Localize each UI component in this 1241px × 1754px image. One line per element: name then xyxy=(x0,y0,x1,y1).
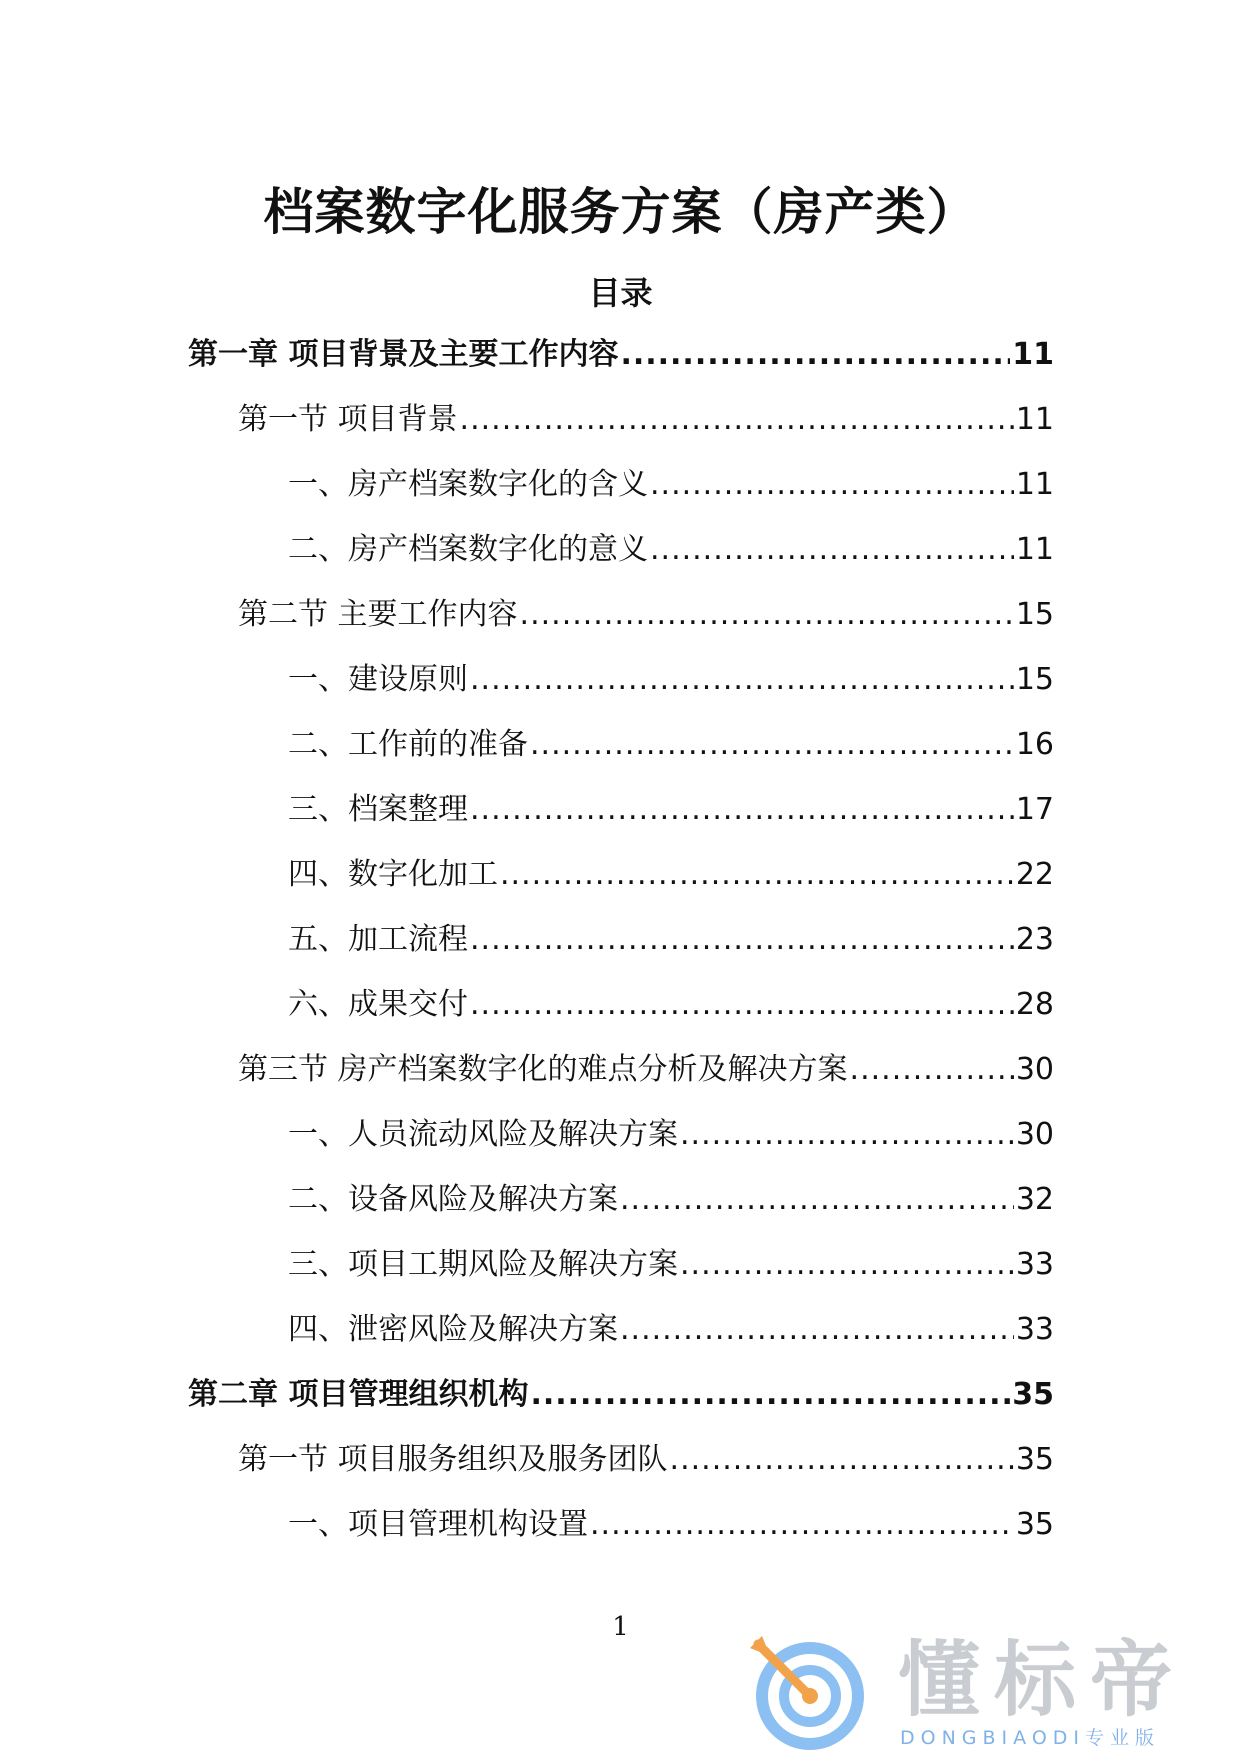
toc-entry-page: 35 xyxy=(1012,1377,1054,1412)
toc-dot-leader xyxy=(620,1167,1014,1232)
toc-entry-page: 23 xyxy=(1015,922,1054,957)
toc-entry-page: 22 xyxy=(1015,857,1054,892)
toc-entry[interactable] xyxy=(188,907,1054,972)
toc-entry-label: 二、工作前的准备 xyxy=(288,727,528,762)
toc-entry-page: 33 xyxy=(1015,1312,1054,1347)
toc-entry[interactable] xyxy=(188,647,1054,712)
toc-entry[interactable] xyxy=(188,777,1054,842)
toc-entry-label: 四、泄密风险及解决方案 xyxy=(288,1312,618,1347)
watermark xyxy=(748,1634,1218,1752)
toc-entry[interactable] xyxy=(188,1362,1054,1427)
toc-entry-label: 三、项目工期风险及解决方案 xyxy=(288,1247,678,1282)
toc-entry[interactable] xyxy=(188,1427,1054,1492)
toc-entry-page: 32 xyxy=(1015,1182,1054,1217)
toc-entry[interactable] xyxy=(188,1102,1054,1167)
toc-entry-label: 一、建设原则 xyxy=(288,662,468,697)
toc-entry[interactable] xyxy=(188,1037,1054,1102)
toc-entry-label: 二、设备风险及解决方案 xyxy=(288,1182,618,1217)
toc-dot-leader xyxy=(500,842,1014,907)
toc-entry-page: 33 xyxy=(1015,1247,1054,1282)
toc-entry[interactable] xyxy=(188,1492,1054,1557)
toc-entry[interactable] xyxy=(188,1232,1054,1297)
toc-entry-page: 15 xyxy=(1015,662,1054,697)
toc-entry-page: 35 xyxy=(1015,1442,1054,1477)
page-number: 1 xyxy=(612,1612,629,1642)
toc-entry[interactable] xyxy=(188,1167,1054,1232)
toc-entry-label: 三、档案整理 xyxy=(288,792,468,827)
toc-entry[interactable] xyxy=(188,712,1054,777)
toc-entry-page: 11 xyxy=(1015,532,1054,567)
document-title: 档案数字化服务方案（房产类） xyxy=(263,183,978,241)
toc-dot-leader xyxy=(650,452,1014,517)
toc-entry-page: 30 xyxy=(1015,1052,1054,1087)
toc-entry[interactable] xyxy=(188,322,1054,387)
toc-dot-leader xyxy=(470,777,1014,842)
toc-entry-page: 15 xyxy=(1015,597,1054,632)
toc-dot-leader xyxy=(470,647,1014,712)
toc-entry-label: 五、加工流程 xyxy=(288,922,468,957)
toc-entry-page: 16 xyxy=(1015,727,1054,762)
toc-entry-label: 一、人员流动风险及解决方案 xyxy=(288,1117,678,1152)
toc-entry-label: 二、房产档案数字化的意义 xyxy=(288,532,648,567)
toc-dot-leader xyxy=(530,712,1014,777)
toc-dot-leader xyxy=(650,517,1014,582)
toc-entry[interactable] xyxy=(188,517,1054,582)
toc-dot-leader xyxy=(520,582,1014,647)
toc-dot-leader xyxy=(680,1232,1014,1297)
toc-entry-label: 第二节 主要工作内容 xyxy=(238,597,518,632)
toc-entry-page: 11 xyxy=(1015,402,1054,437)
toc-entry-label: 第一节 项目服务组织及服务团队 xyxy=(238,1442,668,1477)
toc-entry-page: 11 xyxy=(1012,337,1054,372)
toc-entry-page: 35 xyxy=(1015,1507,1054,1542)
toc-entry[interactable] xyxy=(188,842,1054,907)
toc-entry[interactable] xyxy=(188,972,1054,1037)
toc-entry[interactable] xyxy=(188,452,1054,517)
toc-dot-leader xyxy=(620,322,1010,387)
toc-dot-leader xyxy=(620,1297,1014,1362)
toc-entry[interactable] xyxy=(188,387,1054,452)
toc-dot-leader xyxy=(470,907,1014,972)
toc-entry-label: 一、项目管理机构设置 xyxy=(288,1507,588,1542)
toc-dot-leader xyxy=(680,1102,1014,1167)
table-of-contents xyxy=(188,322,1054,1557)
toc-dot-leader xyxy=(590,1492,1014,1557)
toc-heading: 目录 xyxy=(588,274,653,312)
toc-dot-leader xyxy=(850,1037,1014,1102)
toc-entry-label: 第二章 项目管理组织机构 xyxy=(188,1377,529,1412)
toc-entry-label: 六、成果交付 xyxy=(288,987,468,1022)
toc-entry-page: 28 xyxy=(1015,987,1054,1022)
toc-dot-leader xyxy=(460,387,1014,452)
toc-entry-page: 11 xyxy=(1015,467,1054,502)
target-arrow-icon xyxy=(748,1634,868,1752)
toc-dot-leader xyxy=(470,972,1014,1037)
toc-entry-page: 30 xyxy=(1015,1117,1054,1152)
toc-entry[interactable] xyxy=(188,1297,1054,1362)
toc-entry-page: 17 xyxy=(1015,792,1054,827)
watermark-brand: 懂标帝 xyxy=(898,1633,1187,1728)
toc-entry-label: 四、数字化加工 xyxy=(288,857,498,892)
toc-entry-label: 第一章 项目背景及主要工作内容 xyxy=(188,337,619,372)
toc-entry-label: 第三节 房产档案数字化的难点分析及解决方案 xyxy=(238,1052,848,1087)
toc-dot-leader xyxy=(530,1362,1010,1427)
toc-entry[interactable] xyxy=(188,582,1054,647)
toc-dot-leader xyxy=(670,1427,1014,1492)
toc-entry-label: 一、房产档案数字化的含义 xyxy=(288,467,648,502)
toc-entry-label: 第一节 项目背景 xyxy=(238,402,458,437)
watermark-subtext: DONGBIAODI专业版 xyxy=(900,1727,1161,1749)
